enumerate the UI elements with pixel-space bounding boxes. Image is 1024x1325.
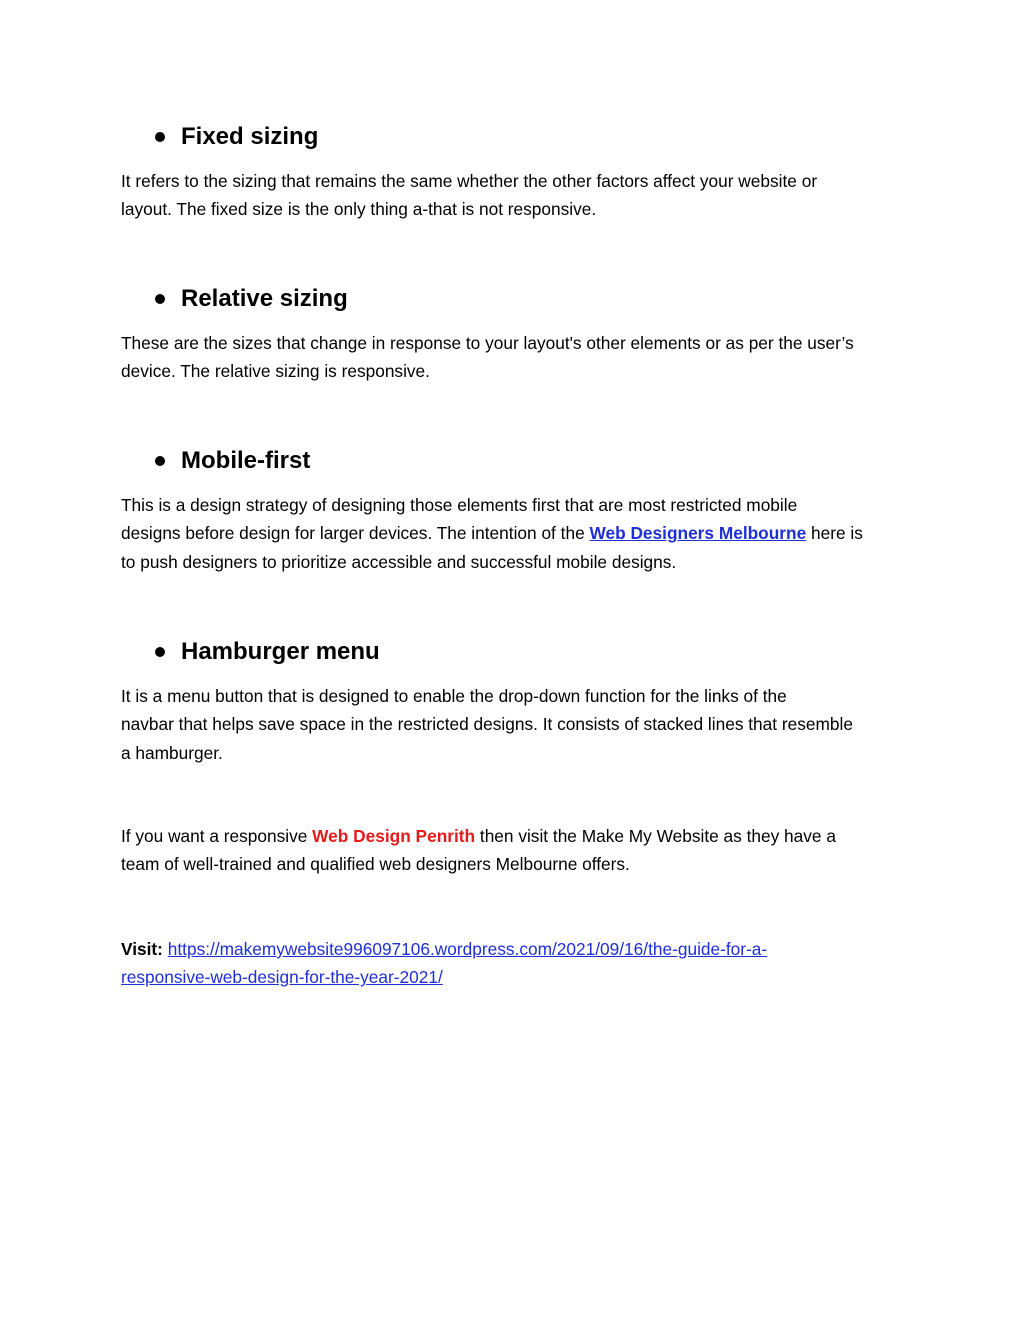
section-paragraph xyxy=(121,491,911,576)
line-text: then visit the Make My Website as they have a xyxy=(475,826,836,846)
heading-text: Relative sizing xyxy=(181,285,348,312)
line-text: designs before design for larger devices. The intention of the xyxy=(121,523,590,544)
section-fixed-sizing xyxy=(121,120,911,224)
heading-text: Fixed sizing xyxy=(181,123,319,150)
paragraph-line xyxy=(121,963,911,991)
cta-paragraph xyxy=(121,822,911,879)
bullet-icon xyxy=(155,294,165,304)
section-heading xyxy=(121,635,911,669)
section-relative-sizing xyxy=(121,282,911,386)
bullet-icon xyxy=(155,132,165,142)
paragraph-line: This is a design strategy of designing those elements first that are most restricted mobile xyxy=(121,495,798,515)
paragraph-line: It refers to the sizing that remains the same whether the other factors affect your website or xyxy=(121,171,818,191)
section-paragraph xyxy=(121,682,911,767)
paragraph-line: a hamburger. xyxy=(121,742,223,763)
paragraph-line: layout. The fixed size is the only thing a-that is not responsive. xyxy=(121,199,597,220)
visit-paragraph xyxy=(121,935,911,992)
section-hamburger-menu xyxy=(121,635,911,767)
section-mobile-first xyxy=(121,444,911,576)
paragraph-line: team of well-trained and qualified web designers Melbourne offers. xyxy=(121,854,630,875)
line-text: here is xyxy=(806,523,863,544)
bullet-icon xyxy=(155,647,165,657)
paragraph-line: These are the sizes that change in response to your layout's other elements or as per the user’s xyxy=(121,333,854,353)
bullet-icon xyxy=(155,456,165,466)
paragraph-line: device. The relative sizing is responsive. xyxy=(121,361,430,382)
heading-text: Mobile-first xyxy=(181,447,311,474)
paragraph-line: navbar that helps save space in the restricted designs. It consists of stacked lines that resemble xyxy=(121,714,853,735)
web-design-penrith-highlight: Web Design Penrith xyxy=(312,826,476,846)
web-designers-melbourne-link[interactable]: Web Designers Melbourne xyxy=(589,523,807,544)
visit-block xyxy=(121,935,911,992)
line-text: If you want a responsive xyxy=(121,826,313,846)
visit-url-link-continued[interactable]: responsive-web-design-for-the-year-2021/ xyxy=(121,967,443,988)
section-paragraph xyxy=(121,329,911,386)
section-heading xyxy=(121,282,911,316)
visit-url-link[interactable]: https://makemywebsite996097106.wordpress.com/2021/09/16/the-guide-for-a- xyxy=(167,939,768,959)
section-heading xyxy=(121,444,911,478)
paragraph-line: It is a menu button that is designed to enable the drop-down function for the links of the xyxy=(121,686,787,706)
paragraph-line xyxy=(121,935,911,963)
heading-text: Hamburger menu xyxy=(181,638,380,665)
cta-block xyxy=(121,822,911,879)
paragraph-line xyxy=(121,519,911,547)
visit-label: Visit: xyxy=(121,939,163,959)
paragraph-line xyxy=(121,822,911,850)
paragraph-line: to push designers to prioritize accessible and successful mobile designs. xyxy=(121,551,677,572)
section-paragraph xyxy=(121,167,911,224)
section-heading xyxy=(121,120,911,154)
